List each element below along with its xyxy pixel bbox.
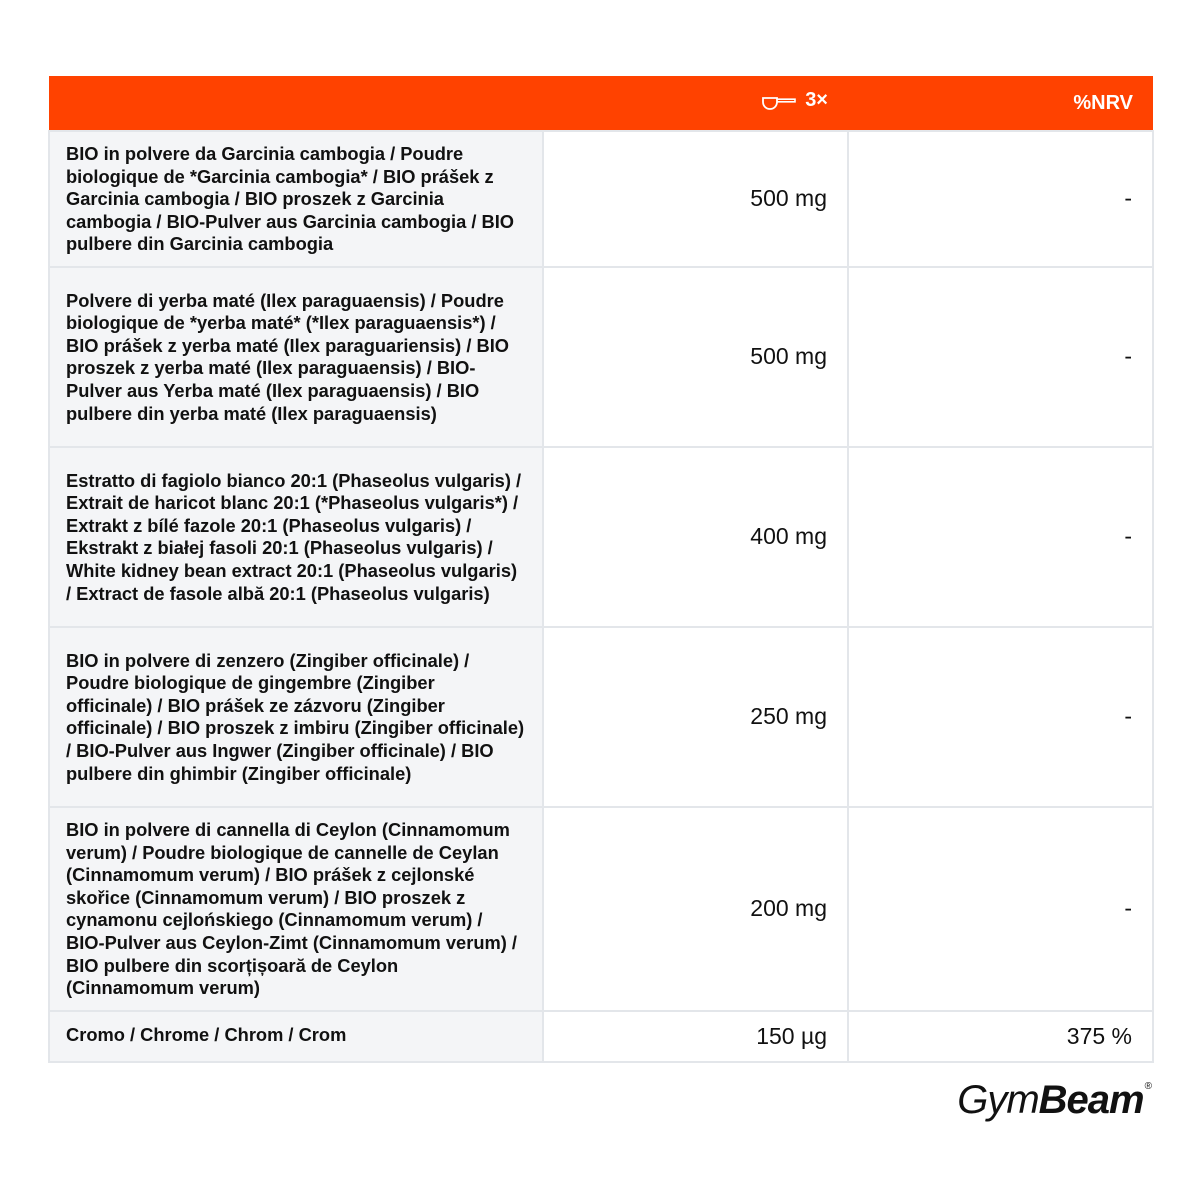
ingredient-name: BIO in polvere da Garcinia cambogia / Poudre biologique de *Garcinia cambogia* / BIO prášek z Garcinia cambogia / BIO proszek z Garcinia cambogia / BIO-Pulver aus Garcinia cambogia / BIO pulbere din Garcinia cambogia bbox=[49, 131, 543, 267]
table-row bbox=[49, 131, 1153, 267]
logo-gym: Gym bbox=[957, 1078, 1039, 1122]
ingredient-nrv: 375 % bbox=[848, 1011, 1153, 1062]
nutrition-table bbox=[48, 76, 1154, 1063]
header-serving bbox=[543, 76, 848, 131]
ingredient-nrv: - bbox=[848, 131, 1153, 267]
table-row bbox=[49, 627, 1153, 807]
table-row bbox=[49, 267, 1153, 447]
gymbeam-logo bbox=[957, 1078, 1152, 1123]
ingredient-nrv: - bbox=[848, 447, 1153, 627]
ingredient-nrv: - bbox=[848, 627, 1153, 807]
ingredient-name: BIO in polvere di zenzero (Zingiber officinale) / Poudre biologique de gingembre (Zingiber officinale) / BIO prášek ze zázvoru (Zingiber officinale) / BIO proszek z imbiru (Zingiber officinale) / BIO-Pulver aus Ingwer (Zingiber officinale) / BIO pulbere din ghimbir (Zingiber officinale) bbox=[49, 627, 543, 807]
table-row bbox=[49, 447, 1153, 627]
registered-mark: ® bbox=[1144, 1081, 1152, 1092]
ingredient-amount: 150 µg bbox=[543, 1011, 848, 1062]
ingredient-amount: 250 mg bbox=[543, 627, 848, 807]
ingredient-name: Cromo / Chrome / Chrom / Crom bbox=[49, 1011, 543, 1062]
ingredient-name: Estratto di fagiolo bianco 20:1 (Phaseolus vulgaris) / Extrait de haricot blanc 20:1 (*Phaseolus vulgaris*) / Extrakt z bílé fazole 20:1 (Phaseolus vulgaris) / Ekstrakt z białej fasoli 20:1 (Phaseolus vulgaris) / White kidney bean extract 20:1 (Phaseolus vulgaris) / Extract de fasole albă 20:1 (Phaseolus vulgaris) bbox=[49, 447, 543, 627]
table-header bbox=[49, 76, 1153, 131]
ingredient-amount: 500 mg bbox=[543, 267, 848, 447]
logo-beam: Beam bbox=[1038, 1078, 1144, 1122]
ingredient-amount: 400 mg bbox=[543, 447, 848, 627]
ingredient-nrv: - bbox=[848, 267, 1153, 447]
scoop-icon bbox=[761, 91, 797, 111]
ingredient-amount: 500 mg bbox=[543, 131, 848, 267]
table-row bbox=[49, 807, 1153, 1011]
header-nrv: %NRV bbox=[848, 76, 1153, 131]
serving-label: 3× bbox=[805, 89, 828, 112]
ingredient-name: BIO in polvere di cannella di Ceylon (Cinnamomum verum) / Poudre biologique de cannelle de Ceylan (Cinnamomum verum) / BIO prášek z cejlonské skořice (Cinnamomum verum) / BIO proszek z cynamonu cejlońskiego (Cinnamomum verum) / BIO-Pulver aus Ceylon-Zimt (Cinnamomum verum) / BIO pulbere din scorțișoară de Ceylon (Cinnamomum verum) bbox=[49, 807, 543, 1011]
ingredient-nrv: - bbox=[848, 807, 1153, 1011]
ingredient-amount: 200 mg bbox=[543, 807, 848, 1011]
ingredient-name: Polvere di yerba maté (Ilex paraguaensis) / Poudre biologique de *yerba maté* (*Ilex paraguaensis*) / BIO prášek z yerba maté (Ilex paraguariensis) / BIO proszek z yerba maté (Ilex paraguaensis) / BIO-Pulver aus Yerba maté (Ilex paraguaensis) / BIO pulbere din yerba maté (Ilex paraguaensis) bbox=[49, 267, 543, 447]
header-ingredient bbox=[49, 76, 543, 131]
table-row bbox=[49, 1011, 1153, 1062]
